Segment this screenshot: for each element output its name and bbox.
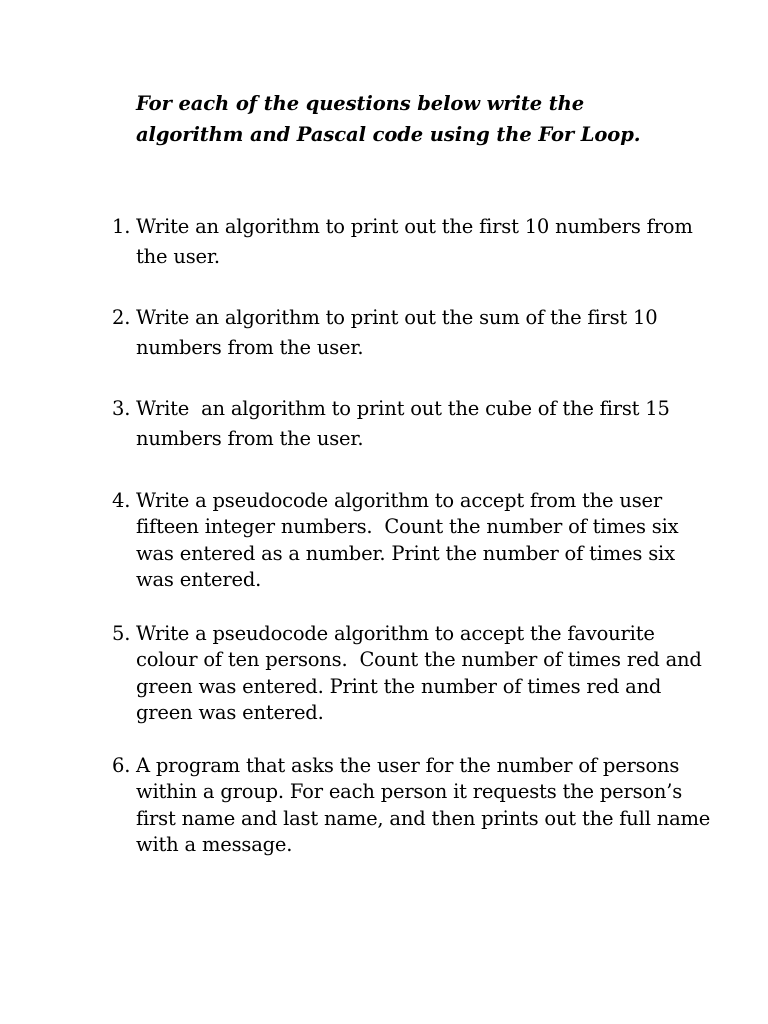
question-text: A program that asks the user for the number of persons within a group. For each person it requests the person’s first name and last name, and then prints out the full name with a message.: [136, 754, 717, 856]
question-text: Write a pseudocode algorithm to accept from the user fifteen integer numbers. Count the number of times six was entered as a number. Print the number of times six was entered.: [136, 489, 685, 591]
question-number: 3.: [112, 397, 131, 420]
question-item: [112, 212, 712, 272]
question-text: Write a pseudocode algorithm to accept the favourite colour of ten persons. Count the number of times red and green was entered. Print the number of times red and green was entered.: [136, 622, 708, 724]
question-number: 6.: [112, 754, 131, 777]
question-number: 2.: [112, 306, 131, 329]
question-item: [112, 621, 712, 726]
instructions-heading: For each of the questions below write the algorithm and Pascal code using the For Loop.: [136, 92, 641, 146]
question-item: [112, 394, 712, 454]
question-number: 4.: [112, 489, 131, 512]
question-text: Write an algorithm to print out the cube of the first 15 numbers from the user.: [136, 397, 676, 450]
question-number: 1.: [112, 215, 131, 238]
question-text: Write an algorithm to print out the sum of the first 10 numbers from the user.: [136, 306, 664, 359]
question-item: [112, 753, 717, 858]
question-text: Write an algorithm to print out the first 10 numbers from the user.: [136, 215, 699, 268]
question-item: [112, 303, 712, 363]
question-number: 5.: [112, 622, 131, 645]
question-item: [112, 488, 712, 593]
